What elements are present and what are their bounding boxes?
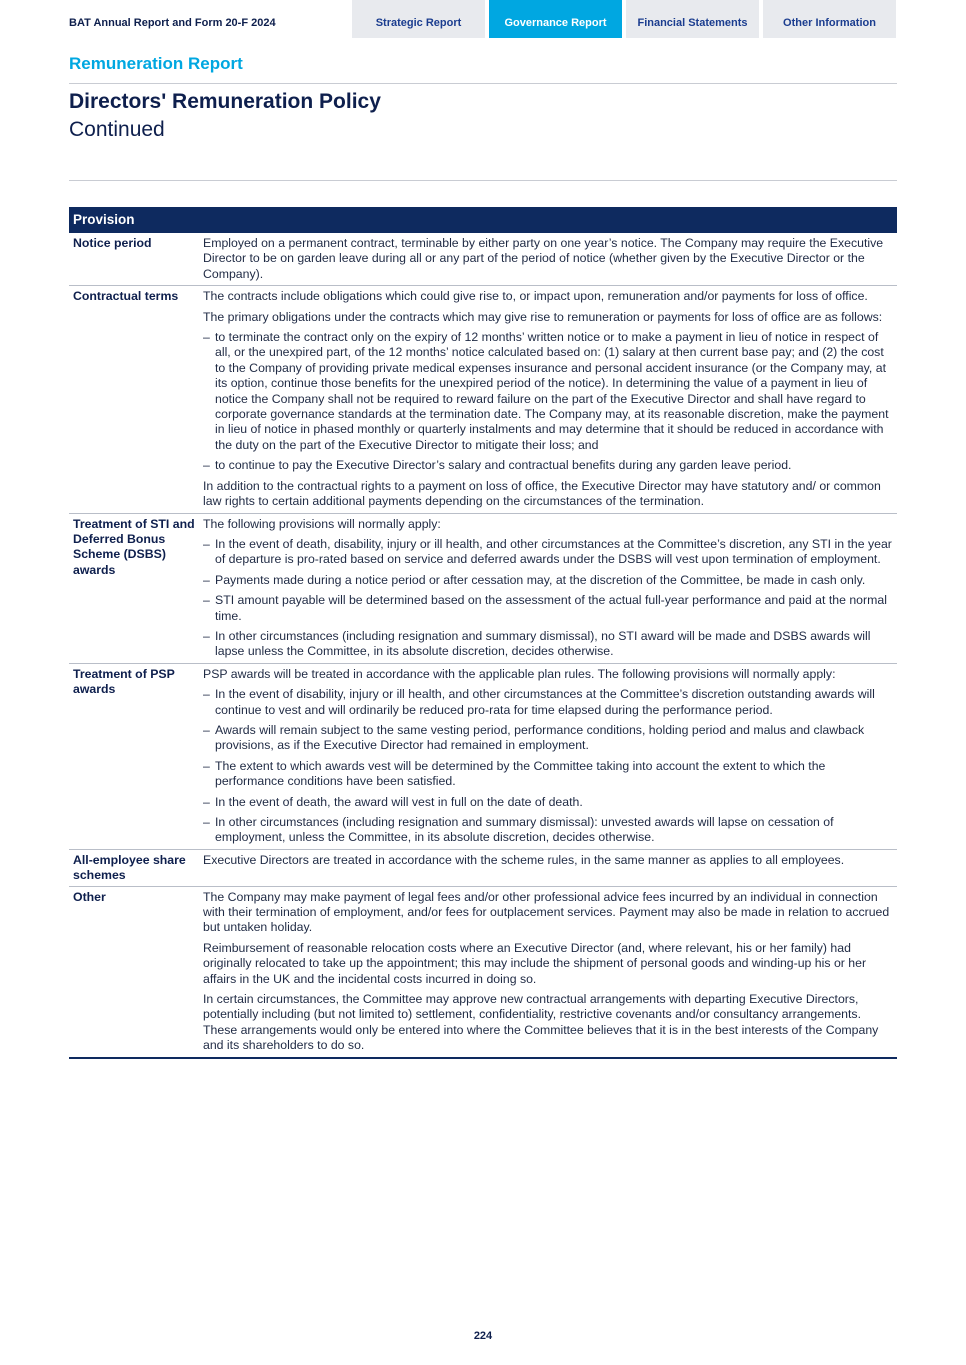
row-label: Treatment of STI and Deferred Bonus Scheme (DSBS) awards: [73, 516, 195, 577]
tab-financial-statements[interactable]: Financial Statements: [626, 0, 759, 38]
row-content: [203, 236, 897, 283]
row-label: Treatment of PSP awards: [73, 666, 175, 697]
row-label: Other: [73, 889, 106, 904]
paragraph: PSP awards will be treated in accordance with the applicable plan rules. The following provisions will normally apply:: [203, 666, 836, 681]
bullet-item: – In other circumstances (including resignation and summary dismissal), no STI award will be made and DSBS awards will lapse unless the Committee, in its absolute discretion, decides otherwise.: [203, 629, 895, 660]
bullet-item: – to continue to pay the Executive Director’s salary and contractual benefits during any garden leave period.: [203, 458, 895, 473]
table-row-notice-period: [69, 233, 897, 286]
row-content: [203, 853, 897, 884]
paragraph: The Company may make payment of legal fees and/or other professional advice fees incurred by an individual in connection with their termination of employment, and/or fees for outplacement services. Payment may also be made in relation to accrued but untaken holiday.: [203, 889, 890, 935]
row-content: [203, 890, 897, 1055]
bullet-item: – In the event of death, the award will vest in full on the date of death.: [203, 795, 895, 810]
section-tabs: [352, 0, 900, 38]
paragraph: In certain circumstances, the Committee may approve new contractual arrangements with departing Executive Directors, potentially including (but not limited to) settlement, confidentiality, restrictive covenants and/or consultancy arrangements. These arrangements would only be entered into where the Committee believes that it is in the best interests of the Company and its shareholders to do so.: [203, 992, 879, 1053]
tab-other-information[interactable]: Other Information: [763, 0, 896, 38]
row-label: Contractual terms: [73, 289, 179, 304]
page-title: Directors' Remuneration Policy: [69, 90, 381, 113]
page-number: 224: [473, 1330, 493, 1342]
table-row-psp-awards: [69, 664, 897, 850]
document-title: BAT Annual Report and Form 20-F 2024: [69, 17, 276, 29]
bullet-item: – In the event of death, disability, injury or ill health, and other circumstances at the Committee’s discretion, any STI in the year of departure is pro-rated based on service and deferred awards under the DSBS will vest upon termination of employment.: [203, 537, 895, 568]
table-row-all-employee-share-schemes: [69, 850, 897, 887]
paragraph: Reimbursement of reasonable relocation costs where an Executive Director (and, where relevant, his or her family) had originally relocated to take up the appointment; this may include the shipment of personal goods and winding-up his or her affairs in the UK and the incidental costs incurred in doing so.: [203, 940, 867, 986]
paragraph: The following provisions will normally apply:: [203, 516, 441, 531]
bullet-item: – In other circumstances (including resignation and summary dismissal): unvested awards will lapse on cessation of employment, unless the Committee, in its absolute discretion, decides otherwise.: [203, 815, 895, 846]
row-content: [203, 667, 897, 847]
bullet-item: – In the event of disability, injury or ill health, and other circumstances at the Committee’s discretion outstanding awards will continue to vest and will ordinarily be reduced pro-rata for time elapsed during the performance period.: [203, 687, 895, 718]
bullet-item: – STI amount payable will be determined based on the assessment of the actual full-year performance and paid at the normal time.: [203, 593, 895, 624]
section-label: Remuneration Report: [69, 54, 243, 73]
paragraph: Executive Directors are treated in accordance with the scheme rules, in the same manner as applies to all employees.: [203, 852, 845, 867]
row-content: [203, 517, 897, 661]
table-row-contractual-terms: [69, 286, 897, 513]
table-row-other: [69, 887, 897, 1059]
paragraph: In addition to the contractual rights to a payment on loss of office, the Executive Director may have statutory and/ or common law rights to certain additional payments depending on the circumstances of the termination.: [203, 478, 881, 509]
table-header: Provision: [69, 207, 897, 233]
row-content: [203, 289, 897, 510]
paragraph: Employed on a permanent contract, terminable by either party on one year’s notice. The Company may require the Executive Director to be on garden leave during all or any part of the period of notice (whether given by the Executive Director or the Company).: [203, 236, 884, 281]
divider: [69, 180, 897, 181]
bullet-item: – to terminate the contract only on the expiry of 12 months’ written notice or to make a payment in lieu of notice in respect of all, or the unexpired part, of the 12 months’ notice calculated based on: (1) salary at then current base pay; and (2) the cost to the Company of providing private medical expenses insurance and personal accident insurance (or the Company may, at its option, continue those benefits for the unexpired period of the notice). In determining the value of a payment in lieu of notice the Company shall not be required to reward failure on the part of the Executive Director and shall have regard to corporate governance standards at the termination date. The Company may, at its reasonable discretion, make the payment in lieu of notice in phased monthly or quarterly instalments and may determine that it should be reduced in accordance with the duty on the part of the Executive Director to mitigate their loss; and: [203, 330, 895, 453]
provision-table: [69, 207, 897, 1059]
bullet-item: – Awards will remain subject to the same vesting period, performance conditions, holding period and malus and clawback provisions, as if the Executive Director had remained in employment.: [203, 723, 895, 754]
tab-strategic-report[interactable]: Strategic Report: [352, 0, 485, 38]
page-subtitle: Continued: [69, 118, 165, 141]
bullet-item: – The extent to which awards vest will be determined by the Committee taking into account the extent to which the performance conditions have been satisfied.: [203, 759, 895, 790]
bullet-item: – Payments made during a notice period or after cessation may, at the discretion of the Committee, be made in cash only.: [203, 573, 895, 588]
row-label: All-employee share schemes: [73, 852, 186, 883]
paragraph: The primary obligations under the contracts which may give rise to remuneration or payments for loss of office are as follows:: [203, 309, 883, 324]
row-label: Notice period: [73, 236, 152, 250]
divider: [69, 83, 897, 84]
table-row-sti-dsbs: [69, 514, 897, 664]
top-navigation-bar: [0, 0, 966, 38]
tab-governance-report[interactable]: Governance Report: [489, 0, 622, 38]
paragraph: The contracts include obligations which could give rise to, or impact upon, remuneration and/or payments for loss of office.: [203, 289, 868, 304]
